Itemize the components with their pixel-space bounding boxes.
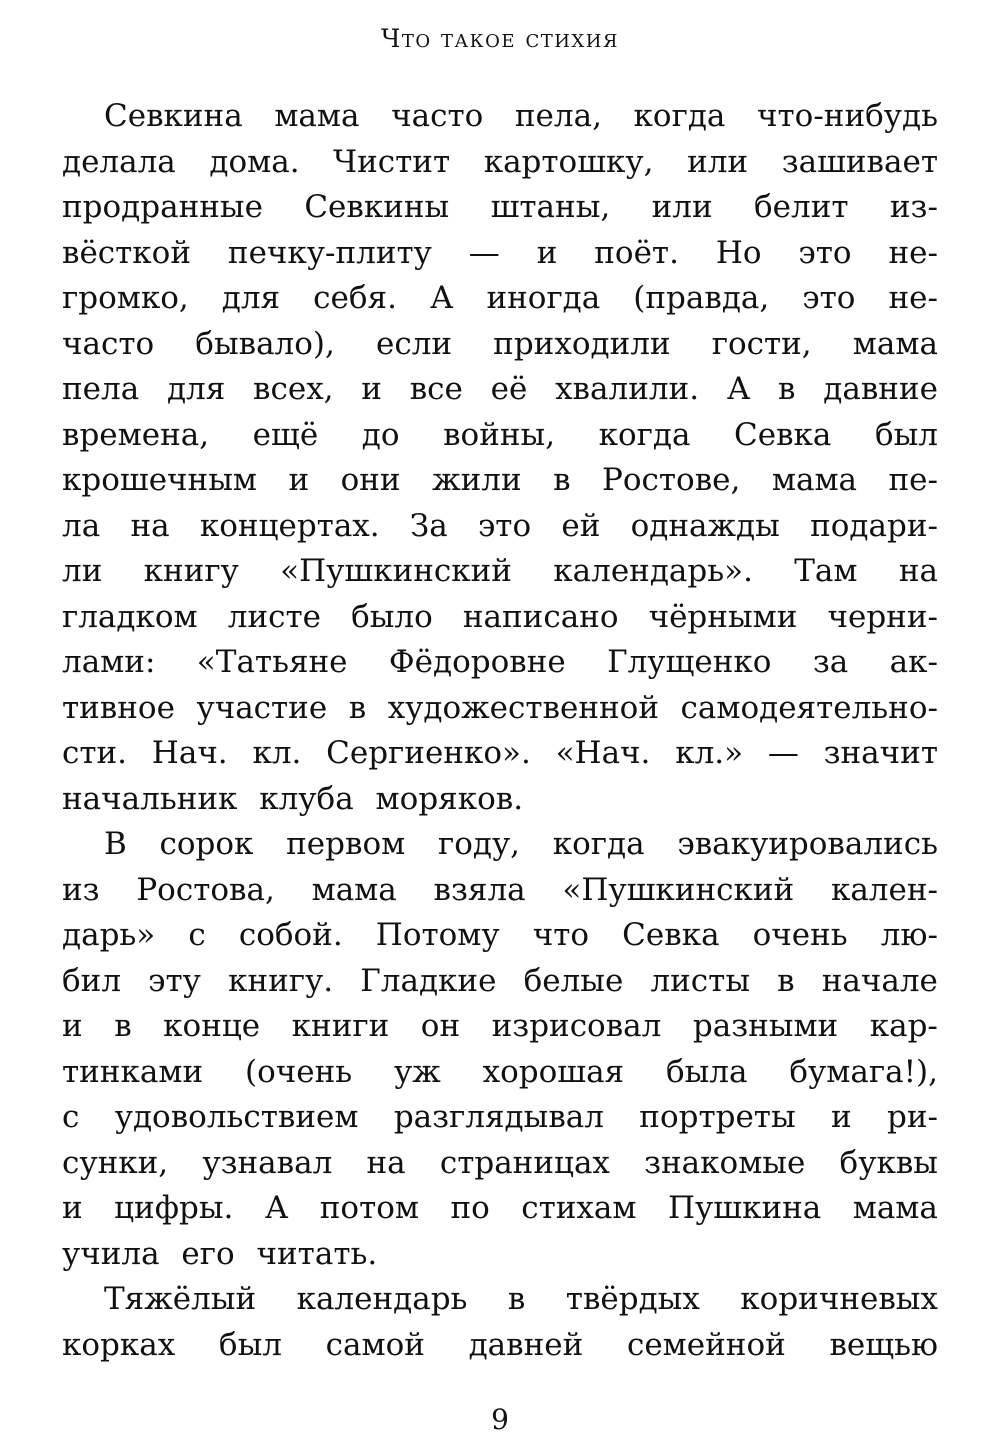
word: картошку, [483, 143, 654, 180]
word: крошечным [62, 462, 257, 498]
word: Севкины [304, 189, 450, 225]
word: бывало), [195, 325, 335, 362]
word: это [802, 280, 856, 316]
text-line [62, 1277, 938, 1323]
word: стихам [521, 1190, 637, 1226]
text-line [62, 822, 938, 868]
word: Ростова, [136, 871, 275, 908]
text-line [62, 640, 938, 686]
word: Там [794, 553, 858, 589]
word: семейной [626, 1326, 786, 1363]
text-line [62, 1186, 938, 1232]
word: все [409, 371, 463, 407]
word: войны, [443, 416, 556, 453]
word: или [651, 189, 713, 225]
word: сорок [159, 826, 254, 862]
word: А [264, 1190, 289, 1226]
word: когда [633, 98, 726, 134]
word: знакомые [644, 1144, 806, 1181]
word: «Нач. [555, 735, 651, 771]
word: «Татьяне [196, 644, 348, 680]
word: Фёдоровне [388, 644, 566, 680]
word: когда [598, 416, 691, 453]
word: книги [291, 1008, 390, 1044]
word: Севка [734, 416, 832, 453]
word: мама [852, 1190, 938, 1226]
word: был [874, 416, 938, 453]
text-line [62, 231, 938, 277]
word: однажды [630, 507, 780, 544]
word: на [366, 1144, 406, 1181]
word: Потому [375, 917, 500, 953]
word: собой. [238, 917, 343, 953]
word: твёрдых [565, 1281, 700, 1317]
text-line [62, 959, 938, 1005]
word: продранные [62, 189, 263, 225]
word: кар- [869, 1008, 938, 1044]
text-line [62, 913, 938, 959]
text-line [62, 140, 938, 186]
word: времена, [62, 416, 210, 453]
word: и [536, 234, 558, 271]
word: потом [319, 1190, 420, 1226]
word: давней [468, 1326, 584, 1363]
word: коричневых [740, 1281, 938, 1317]
word: громко, [62, 280, 189, 316]
word: дарь» [62, 917, 156, 953]
word: печку-плиту [227, 234, 432, 271]
word: Севка [622, 917, 720, 953]
word: в [553, 462, 571, 498]
word: календарь [296, 1281, 468, 1317]
word: значит [823, 735, 938, 771]
word: бил [62, 962, 122, 999]
text-line-content: учила его читать. [62, 1235, 378, 1272]
word: Пушкина [667, 1190, 822, 1226]
word: эту [148, 962, 201, 999]
word: Тяжёлый [104, 1281, 257, 1317]
word: в [778, 371, 796, 407]
word: и [62, 1190, 83, 1226]
word: бумага!), [789, 1053, 938, 1090]
word: в [348, 689, 367, 726]
text-line [62, 322, 938, 368]
word: был [218, 1326, 282, 1363]
word: вещью [829, 1326, 938, 1363]
word: с [62, 1099, 80, 1135]
word: на [130, 507, 170, 544]
word: белые [523, 962, 624, 999]
word: мама [274, 98, 360, 134]
word: За [409, 507, 448, 544]
word: тивное [62, 689, 175, 726]
word: уж [393, 1053, 441, 1090]
word: Глущенко [607, 644, 772, 680]
word: цифры. [114, 1190, 234, 1226]
word: портреты [639, 1099, 796, 1135]
page-number: 9 [491, 1403, 509, 1436]
word: и [830, 1099, 852, 1135]
word: (правда, [633, 280, 770, 316]
text-line [62, 868, 938, 914]
word: узнавал [202, 1144, 333, 1181]
word: кл.» [675, 735, 744, 771]
word: кален- [830, 871, 938, 908]
word: А [429, 280, 454, 316]
word: Севкина [104, 98, 243, 134]
running-head: Что такое стихия [381, 24, 619, 53]
word: это [477, 507, 532, 544]
word: листы [650, 962, 750, 999]
word: страницах [439, 1144, 610, 1181]
word: листе [227, 598, 321, 635]
word: на [898, 553, 938, 589]
word: и [62, 1008, 83, 1044]
word: — [468, 234, 500, 271]
word: Гладкие [360, 962, 497, 999]
word: сти. [62, 735, 128, 771]
word: художественной [387, 689, 659, 726]
body-text [62, 94, 938, 1368]
word: себя. [313, 280, 397, 316]
word: разглядывал [393, 1099, 604, 1135]
word: в [114, 1008, 132, 1044]
word: ещё [252, 416, 319, 453]
word: тинками [62, 1053, 204, 1090]
word: что [532, 917, 590, 953]
word: было [351, 598, 433, 635]
text-line [62, 1004, 938, 1050]
text-line [62, 413, 938, 459]
word: самой [325, 1326, 425, 1363]
text-line [62, 1232, 938, 1278]
word: Ростове, [602, 462, 741, 498]
word: часто [62, 325, 155, 362]
word: черни- [827, 598, 938, 635]
word: ак- [889, 644, 938, 680]
word: давние [823, 371, 938, 407]
word: сунки, [62, 1144, 169, 1181]
word: ли [62, 553, 103, 589]
word: очень [752, 917, 848, 953]
word: это [798, 234, 852, 271]
word: лю- [880, 917, 938, 953]
word: зашивает [781, 143, 938, 180]
word: пела, [514, 98, 602, 134]
word: из- [889, 189, 938, 225]
word: штаны, [490, 189, 611, 225]
word: приходили [493, 325, 671, 362]
text-line [62, 686, 938, 732]
word: написано [462, 598, 619, 635]
text-line [62, 1323, 938, 1369]
text-line [62, 185, 938, 231]
word: в [507, 1281, 526, 1317]
word: хорошая [482, 1053, 625, 1090]
word: концертах. [199, 507, 380, 544]
word: ри- [887, 1099, 938, 1135]
word: Но [715, 234, 762, 271]
word: корках [62, 1326, 176, 1363]
word: её [490, 371, 528, 407]
word: за [812, 644, 849, 680]
word: самодеятельно- [680, 689, 938, 726]
word: по [450, 1190, 490, 1226]
word: удовольствием [114, 1099, 359, 1135]
word: была [665, 1053, 748, 1090]
word: подари- [810, 507, 938, 544]
word: Нач. [151, 735, 228, 771]
word: в [777, 962, 795, 999]
word: начале [821, 962, 938, 999]
word: взяла [433, 871, 526, 908]
word: (очень [244, 1053, 353, 1090]
word: жили [432, 462, 522, 498]
word: разными [692, 1008, 839, 1044]
word: всех, [253, 371, 334, 407]
word: из [62, 871, 100, 908]
word: мама [852, 325, 938, 362]
word: белит [754, 189, 849, 225]
word: конце [163, 1008, 261, 1044]
word: календарь». [553, 553, 753, 589]
text-line [62, 367, 938, 413]
word: иногда [486, 280, 601, 316]
word: они [340, 462, 401, 498]
text-line [62, 1141, 938, 1187]
word: Чистит [333, 143, 451, 180]
word: «Пушкинский [562, 871, 795, 908]
word: изрисовал [491, 1008, 662, 1044]
word: и [288, 462, 310, 498]
word: — [767, 735, 799, 771]
word: ла [62, 507, 101, 544]
word: или [687, 143, 749, 180]
text-line [62, 1095, 938, 1141]
word: мама [311, 871, 397, 908]
text-line [62, 276, 938, 322]
word: часто [391, 98, 484, 134]
word: до [361, 416, 400, 453]
word: для [166, 371, 226, 407]
text-line [62, 777, 938, 823]
word: В [104, 826, 127, 862]
text-line [62, 458, 938, 504]
word: ей [561, 507, 601, 544]
word: поёт. [594, 234, 679, 271]
word: кл. [252, 735, 302, 771]
word: пела [62, 371, 140, 407]
word: он [420, 1008, 461, 1044]
word: лами: [62, 644, 156, 680]
word: участие [196, 689, 328, 726]
word: что-нибудь [757, 98, 938, 134]
word: гладком [62, 598, 198, 635]
word: книгу. [228, 962, 334, 999]
word: гости, [711, 325, 812, 362]
text-line-content: начальник клуба моряков. [62, 780, 524, 817]
text-line [62, 595, 938, 641]
word: чёрными [648, 598, 798, 635]
text-line [62, 94, 938, 140]
word: пе- [888, 462, 938, 498]
word: когда [552, 826, 645, 862]
text-line [62, 504, 938, 550]
word: для [221, 280, 281, 316]
word: году, [437, 826, 521, 862]
word: книгу [143, 553, 239, 589]
text-line [62, 549, 938, 595]
word: первом [286, 826, 406, 862]
text-line [62, 1050, 938, 1096]
word: Сергиенко». [326, 735, 531, 771]
word: не- [888, 280, 938, 316]
word: хвалили. [555, 371, 700, 407]
word: эвакуировались [677, 826, 938, 862]
word: вёсткой [62, 234, 192, 271]
word: делала [62, 143, 176, 180]
word: если [375, 325, 453, 362]
word: не- [888, 234, 938, 271]
word: и [361, 371, 382, 407]
word: А [726, 371, 751, 407]
word: с [188, 917, 206, 953]
word: буквы [839, 1144, 938, 1181]
word: «Пушкинский [280, 553, 512, 589]
word: дома. [209, 143, 300, 180]
word: мама [771, 462, 858, 498]
text-line [62, 731, 938, 777]
